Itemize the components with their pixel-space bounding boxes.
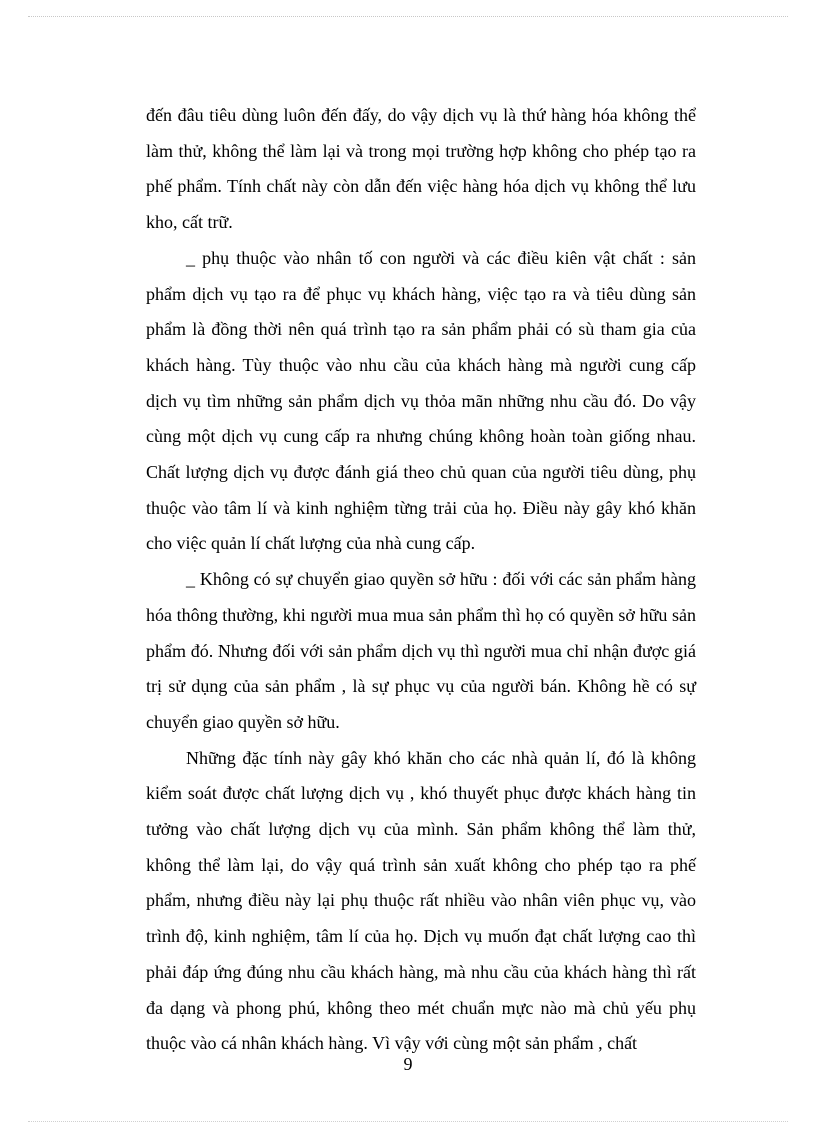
paragraph-ownership: _ Không có sự chuyển giao quyền sở hữu : đối với các sản phẩm hàng hóa thông thường, khi người mua mua sản phẩm thì họ có quyền sở hữu sản phẩm đó. Nhưng đối với sản phẩm dịch vụ thì người mua chỉ nhận được giá trị sử dụng của sản phẩm , là sự phục vụ của người bán. Không hề có sự chuyển giao quyền sở hữu. xyxy=(146,569,696,732)
paragraph-continuation: đến đâu tiêu dùng luôn đến đấy, do vậy dịch vụ là thứ hàng hóa không thể làm thử, không thể làm lại và trong mọi trường hợp không cho phép tạo ra phế phẩm. Tính chất này còn dẫn đến việc hàng hóa dịch vụ không thể lưu kho, cất trữ. xyxy=(146,105,696,233)
paragraph-management-difficulties: Những đặc tính này gây khó khăn cho các nhà quản lí, đó là không kiểm soát được chất lượng dịch vụ , khó thuyết phục được khách hàng tin tưởng vào chất lượng dịch vụ của mình. Sản phẩm không thể làm thử, không thể làm lại, do vậy quá trình sản xuất không cho phép tạo ra phế phẩm, nhưng điều này lại phụ thuộc rất nhiều vào nhân viên phục vụ, vào trình độ, kinh nghiệm, tâm lí của họ. Dịch vụ muốn đạt chất lượng cao thì phải đáp ứng đúng nhu cầu khách hàng, mà nhu cầu của khách hàng thì rất đa dạng và phong phú, không theo mét chuẩn mực nào mà chủ yếu phụ thuộc vào cá nhân khách hàng. Vì vậy với cùng một sản phẩm , chất xyxy=(146,747,696,1054)
paragraph-human-factor: _ phụ thuộc vào nhân tố con người và các điều kiên vật chất : sản phẩm dịch vụ tạo ra để phục vụ khách hàng, việc tạo ra và tiêu dùng sản phẩm là đồng thời nên quá trình tạo ra sản phẩm phải có sù tham gia của khách hàng. Tùy thuộc vào nhu cầu của khách hàng mà người cung cấp dịch vụ tìm những sản phẩm dịch vụ thỏa mãn những nhu cầu đó. Do vậy cùng một dịch vụ cung cấp ra nhưng chúng không hoàn toàn giống nhau. Chất lượng dịch vụ được đánh giá theo chủ quan của người tiêu dùng, phụ thuộc vào tâm lí và kinh nghiệm từng trải của họ. Điều này gây khó khăn cho việc quản lí chất lượng của nhà cung cấp. xyxy=(146,247,696,554)
body-text xyxy=(146,98,696,1062)
page-number: 9 xyxy=(403,1054,413,1074)
